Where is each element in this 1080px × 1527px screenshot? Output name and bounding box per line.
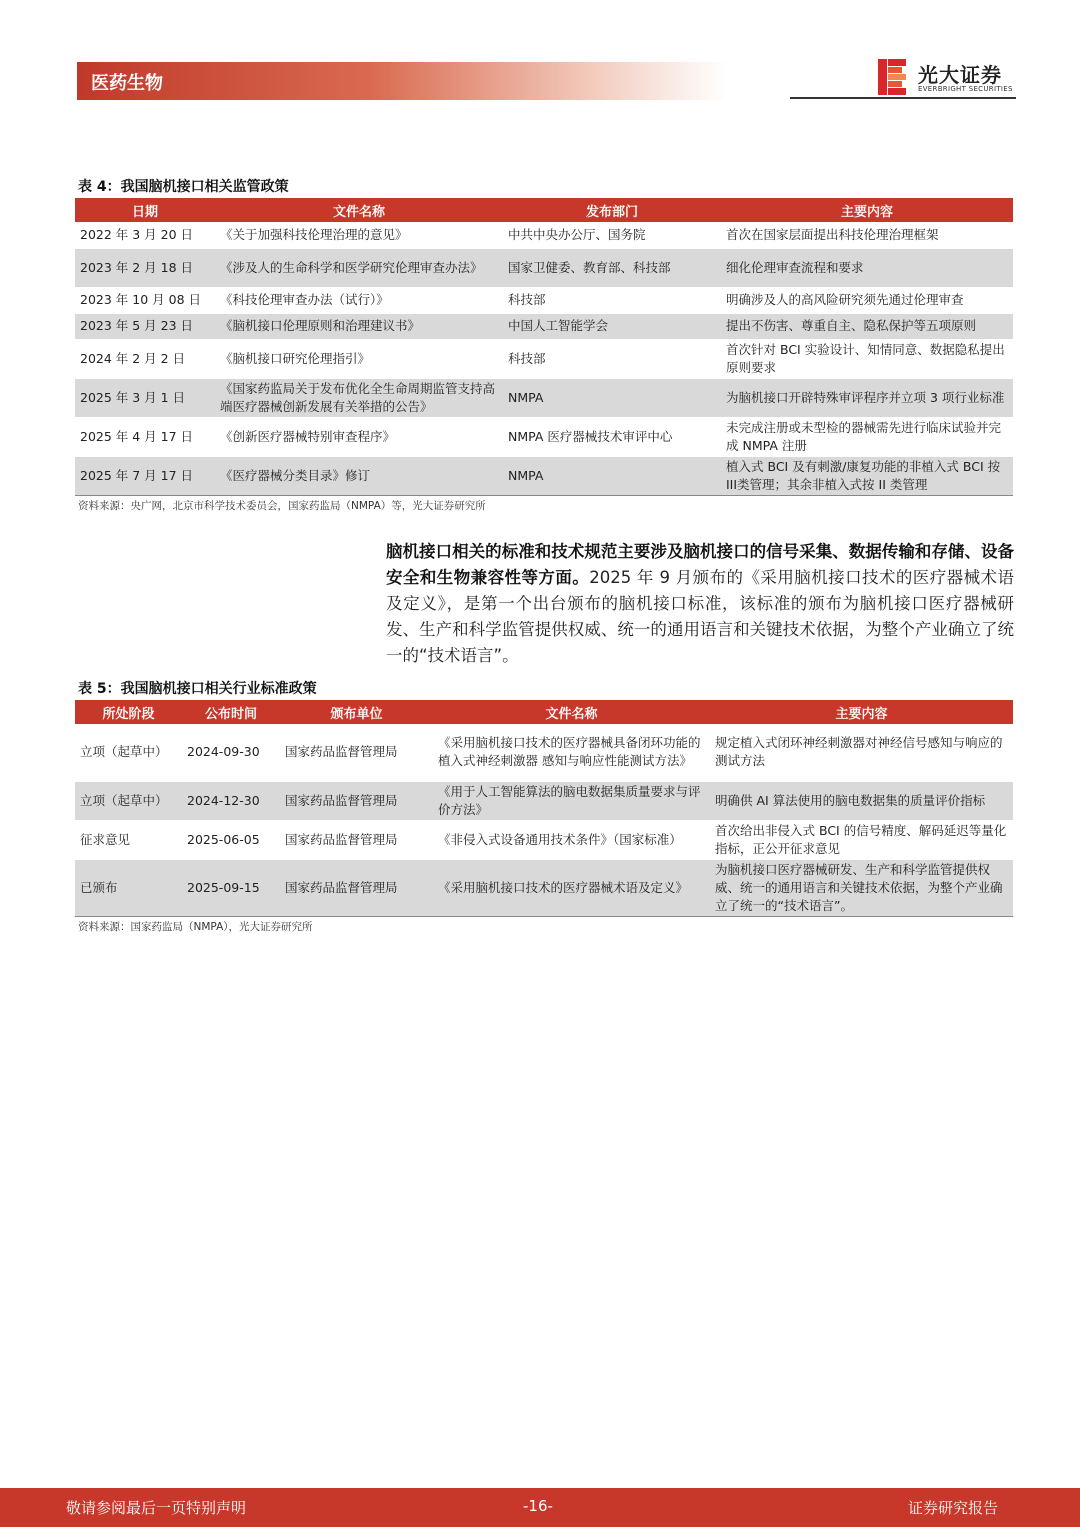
table-cell: 2025-06-05 (182, 820, 280, 859)
table-cell: 为脑机接口开辟特殊审评程序并立项 3 项行业标准 (721, 378, 1013, 417)
table-cell: 植入式 BCI 及有刺激/康复功能的非植入式 BCI 按III类管理；其余非植入式按 II 类管理 (721, 456, 1013, 495)
table-cell: NMPA (503, 456, 721, 495)
company-logo (876, 57, 1016, 97)
table-cell: NMPA (503, 378, 721, 417)
table-cell: 《用于人工智能算法的脑电数据集质量要求与评价方法》 (433, 781, 710, 820)
section-header-band (77, 62, 727, 100)
header-divider (790, 97, 1016, 99)
table-row (75, 248, 1013, 287)
table-cell: 国家药品监督管理局 (280, 820, 433, 859)
table-cell: 《脑机接口研究伦理指引》 (215, 339, 503, 378)
table-cell: 《医疗器械分类目录》修订 (215, 456, 503, 495)
column-header: 发布部门 (503, 198, 721, 222)
table-cell: 2025-09-15 (182, 859, 280, 916)
table-cell: 《涉及人的生命科学和医学研究伦理审查办法》 (215, 248, 503, 287)
table-row (75, 287, 1013, 313)
table-cell: 科技部 (503, 339, 721, 378)
table-header-row (75, 700, 1013, 724)
table-cell: 已颁布 (75, 859, 182, 916)
page-number: -16- (523, 1497, 553, 1515)
table-cell: 立项（起草中） (75, 781, 182, 820)
page-footer (0, 1488, 1080, 1527)
table-cell: 2025 年 7 月 17 日 (75, 456, 215, 495)
table-row (75, 313, 1013, 339)
column-header: 文件名称 (433, 700, 710, 724)
paragraph-text: 2025 年 9 月颁布的《采用脑机接口技术的医疗器械术语及定义》，是第一个出台颁布的脑机接口标准，该标准的颁布为脑机接口医疗器械研发、生产和科学监管提供权威、统一的通用语言和关键技术依据，为整个产业确立了统一的“技术语言”。 (386, 568, 1014, 665)
industry-standard-table (75, 700, 1013, 917)
table-cell: 《采用脑机接口技术的医疗器械具备闭环功能的植入式神经刺激器 感知与响应性能测试方法》 (433, 724, 710, 781)
table-cell: NMPA 医疗器械技术审评中心 (503, 417, 721, 456)
table-cell: 明确涉及人的高风险研究须先通过伦理审查 (721, 287, 1013, 313)
table-cell: 中共中央办公厅、国务院 (503, 222, 721, 248)
table-cell: 征求意见 (75, 820, 182, 859)
paragraph-lead: 脑机接口相关的标准和技术规范主要涉及脑机接口的信号采集、数据传输和存储、设备安全和生物兼容性等方面。 (386, 542, 1014, 587)
table-cell: 2023 年 5 月 23 日 (75, 313, 215, 339)
table-row (75, 222, 1013, 248)
table-row (75, 378, 1013, 417)
table-cell: 《国家药监局关于发布优化全生命周期监管支持高端医疗器械创新发展有关举措的公告》 (215, 378, 503, 417)
table-cell: 首次在国家层面提出科技伦理治理框架 (721, 222, 1013, 248)
table-cell: 细化伦理审查流程和要求 (721, 248, 1013, 287)
table-cell: 规定植入式闭环神经刺激器对神经信号感知与响应的测试方法 (710, 724, 1013, 781)
footer-disclaimer: 敬请参阅最后一页特别声明 (66, 1499, 247, 1517)
table-cell: 2024-12-30 (182, 781, 280, 820)
table-cell: 2022 年 3 月 20 日 (75, 222, 215, 248)
column-header: 公布时间 (182, 700, 280, 724)
table-cell: 2023 年 2 月 18 日 (75, 248, 215, 287)
table4-source: 资料来源：央广网，北京市科学技术委员会，国家药监局（NMPA）等，光大证券研究所 (78, 500, 486, 512)
column-header: 主要内容 (721, 198, 1013, 222)
table-header-row (75, 198, 1013, 222)
column-header: 文件名称 (215, 198, 503, 222)
table-cell: 未完成注册或未型检的器械需先进行临床试验并完成 NMPA 注册 (721, 417, 1013, 456)
table-cell: 首次给出非侵入式 BCI 的信号精度、解码延迟等量化指标，正公开征求意见 (710, 820, 1013, 859)
table-cell: 2025 年 3 月 1 日 (75, 378, 215, 417)
table-row (75, 456, 1013, 495)
table-cell: 立项（起草中） (75, 724, 182, 781)
table-cell: 2024-09-30 (182, 724, 280, 781)
column-header: 所处阶段 (75, 700, 182, 724)
table-row (75, 781, 1013, 820)
section-title: 医药生物 (91, 73, 163, 94)
everbright-logo-icon (876, 57, 910, 97)
logo-text-cn: 光大证券 (918, 63, 1002, 87)
table-row (75, 339, 1013, 378)
table-cell: 国家药品监督管理局 (280, 724, 433, 781)
table-cell: 2024 年 2 月 2 日 (75, 339, 215, 378)
table-cell: 科技部 (503, 287, 721, 313)
column-header: 颁布单位 (280, 700, 433, 724)
logo-text-en: EVERBRIGHT SECURITIES (918, 85, 1013, 93)
table4-caption: 表 4：我国脑机接口相关监管政策 (78, 179, 289, 195)
table-cell: 为脑机接口医疗器械研发、生产和科学监管提供权威、统一的通用语言和关键技术依据，为整个产业确立了统一的“技术语言”。 (710, 859, 1013, 916)
table5-caption: 表 5：我国脑机接口相关行业标准政策 (78, 681, 317, 697)
column-header: 主要内容 (710, 700, 1013, 724)
table-cell: 《关于加强科技伦理治理的意见》 (215, 222, 503, 248)
table-row (75, 820, 1013, 859)
table-cell: 国家卫健委、教育部、科技部 (503, 248, 721, 287)
table-cell: 明确供 AI 算法使用的脑电数据集的质量评价指标 (710, 781, 1013, 820)
table-cell: 《科技伦理审查办法（试行）》 (215, 287, 503, 313)
footer-report-type: 证券研究报告 (908, 1499, 999, 1517)
column-header: 日期 (75, 198, 215, 222)
body-paragraph (386, 539, 1014, 669)
table-cell: 《创新医疗器械特别审查程序》 (215, 417, 503, 456)
table-cell: 2025 年 4 月 17 日 (75, 417, 215, 456)
table-cell: 中国人工智能学会 (503, 313, 721, 339)
table-cell: 2023 年 10 月 08 日 (75, 287, 215, 313)
table-row (75, 417, 1013, 456)
table-cell: 《脑机接口伦理原则和治理建议书》 (215, 313, 503, 339)
table5-source: 资料来源：国家药监局（NMPA），光大证券研究所 (78, 921, 313, 933)
table-row (75, 724, 1013, 781)
table-cell: 国家药品监督管理局 (280, 859, 433, 916)
regulatory-policy-table (75, 198, 1013, 496)
table-row (75, 859, 1013, 916)
table-cell: 国家药品监督管理局 (280, 781, 433, 820)
table-cell: 首次针对 BCI 实验设计、知情同意、数据隐私提出原则要求 (721, 339, 1013, 378)
table-cell: 《非侵入式设备通用技术条件》（国家标准） (433, 820, 710, 859)
table-cell: 《采用脑机接口技术的医疗器械术语及定义》 (433, 859, 710, 916)
table-cell: 提出不伤害、尊重自主、隐私保护等五项原则 (721, 313, 1013, 339)
